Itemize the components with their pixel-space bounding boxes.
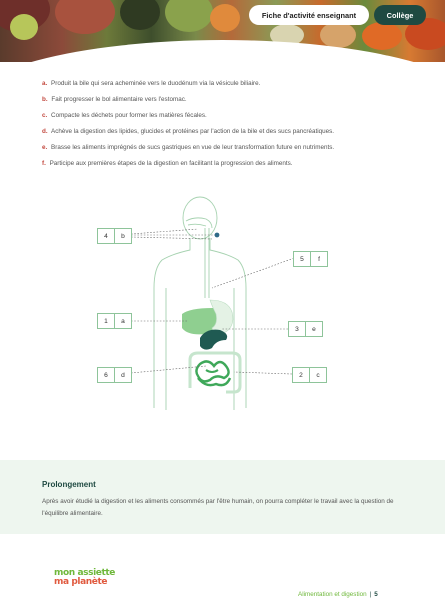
extension-text: Après avoir étudié la digestion et les aliments consommés par l'être humain, on pourra compléter le travail avec la question de l'équilibre alimentaire. <box>42 498 394 517</box>
level-badge: Collège <box>374 5 426 25</box>
label-number-box: 5 <box>293 251 311 267</box>
extension-panel <box>0 460 445 534</box>
label-number-box: 3 <box>288 321 306 337</box>
footer-section: Alimentation et digestion <box>298 591 367 598</box>
brand-logo: mon assiette ma planète <box>54 568 115 587</box>
body-outline <box>0 188 445 423</box>
page-number: 5 <box>374 591 378 598</box>
label-number-box: 6 <box>97 367 115 383</box>
teacher-sheet-badge: Fiche d'activité enseignant <box>249 5 369 25</box>
statement-a: a. Produit la bile qui sera acheminée vers le duodénum via la vésicule biliaire. <box>42 80 261 87</box>
extension-title: Prolongement <box>42 480 96 489</box>
digestive-system-diagram <box>0 188 445 423</box>
header-banner <box>0 0 445 62</box>
label-answer-box: f <box>310 251 328 267</box>
label-number-box: 4 <box>97 228 115 244</box>
page-footer <box>298 591 378 598</box>
label-answer-box: e <box>305 321 323 337</box>
statement-e: e. Brasse les aliments imprégnés de sucs gastriques en vue de leur transformation future en nutriments. <box>42 144 335 152</box>
label-answer-box: c <box>309 367 327 383</box>
footer-separator: | <box>369 591 372 598</box>
label-answer-box: d <box>114 367 132 383</box>
statement-b: b. Fait progresser le bol alimentaire vers l'estomac. <box>42 96 187 104</box>
statement-c: c. Compacte les déchets pour former les matières fécales. <box>42 112 207 120</box>
label-answer-box: a <box>114 313 132 329</box>
statement-d: d. Achève la digestion des lipides, glucides et protéines par l'action de la bile et des sucs pancréatiques. <box>42 128 335 136</box>
label-number-box: 1 <box>97 313 115 329</box>
label-answer-box: b <box>114 228 132 244</box>
label-number-box: 2 <box>292 367 310 383</box>
statement-f: f. Participe aux premières étapes de la digestion en facilitant la progression des aliments. <box>42 160 293 168</box>
statement-list <box>42 80 422 177</box>
